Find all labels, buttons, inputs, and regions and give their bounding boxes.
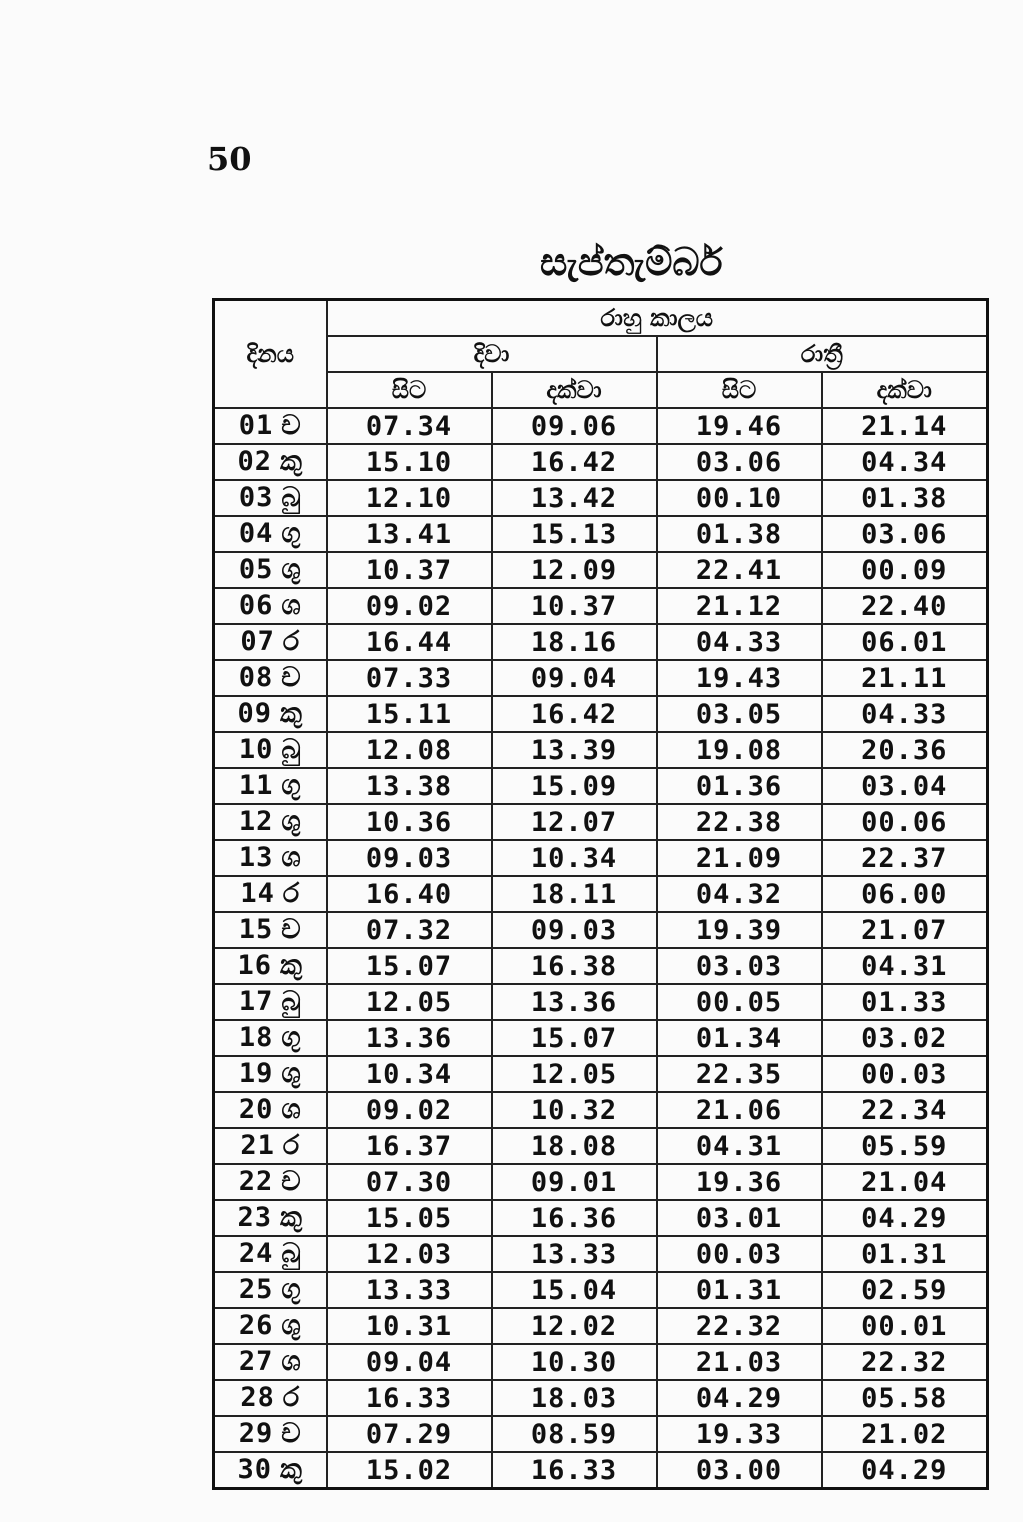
night-to-cell: 03.06 — [822, 516, 988, 552]
night-from-cell: 01.31 — [657, 1272, 822, 1308]
day-to-cell: 13.42 — [492, 480, 657, 516]
night-to-cell: 05.58 — [822, 1380, 988, 1416]
night-from-cell: 19.39 — [657, 912, 822, 948]
day-to-cell: 10.32 — [492, 1092, 657, 1128]
day-from-cell: 09.02 — [327, 1092, 492, 1128]
day-cell — [214, 1452, 327, 1489]
day-column-header: දිනය — [214, 300, 327, 409]
day-cell — [214, 912, 327, 948]
day-cell — [214, 660, 327, 696]
day-number: 21 — [240, 1130, 275, 1161]
night-to-cell: 06.00 — [822, 876, 988, 912]
day-from-cell: 12.03 — [327, 1236, 492, 1272]
day-from-cell: 07.34 — [327, 408, 492, 444]
day-to-cell: 12.07 — [492, 804, 657, 840]
weekday-abbrev: ශු — [281, 554, 302, 585]
day-to-cell: 16.42 — [492, 696, 657, 732]
day-number: 03 — [238, 482, 274, 513]
night-from-cell: 19.08 — [657, 732, 822, 768]
night-to-cell: 00.01 — [822, 1308, 988, 1344]
night-to-cell: 04.29 — [822, 1452, 988, 1489]
daytime-header: දිවා — [327, 336, 657, 372]
day-number: 25 — [238, 1274, 274, 1305]
day-from-cell: 13.41 — [327, 516, 492, 552]
weekday-abbrev: ගු — [281, 770, 302, 801]
night-from-cell: 03.03 — [657, 948, 822, 984]
day-from-cell: 07.30 — [327, 1164, 492, 1200]
day-to-cell: 12.02 — [492, 1308, 657, 1344]
day-number: 24 — [238, 1238, 274, 1269]
weekday-abbrev: ශ — [281, 590, 302, 621]
day-from-cell: 07.29 — [327, 1416, 492, 1452]
weekday-abbrev: ගු — [281, 518, 302, 549]
day-number: 04 — [238, 518, 274, 549]
day-to-cell: 08.59 — [492, 1416, 657, 1452]
weekday-abbrev: කු — [280, 446, 303, 477]
weekday-abbrev: ශ — [281, 842, 302, 873]
day-to-cell: 12.05 — [492, 1056, 657, 1092]
night-from-cell: 01.34 — [657, 1020, 822, 1056]
day-number: 05 — [238, 554, 274, 585]
night-from-cell: 04.31 — [657, 1128, 822, 1164]
night-to-cell: 21.04 — [822, 1164, 988, 1200]
day-cell — [214, 1344, 327, 1380]
weekday-abbrev: ර — [282, 878, 301, 909]
day-cell — [214, 408, 327, 444]
day-to-cell: 15.09 — [492, 768, 657, 804]
table-row — [214, 768, 988, 804]
night-to-cell: 04.33 — [822, 696, 988, 732]
night-to-cell: 06.01 — [822, 624, 988, 660]
day-cell — [214, 1200, 327, 1236]
day-from-cell: 13.36 — [327, 1020, 492, 1056]
table-row — [214, 480, 988, 516]
day-number: 10 — [238, 734, 274, 765]
day-number: 15 — [238, 914, 274, 945]
day-from-cell: 16.37 — [327, 1128, 492, 1164]
night-to-cell: 00.06 — [822, 804, 988, 840]
day-from-cell: 12.05 — [327, 984, 492, 1020]
day-to-cell: 16.38 — [492, 948, 657, 984]
day-number: 23 — [237, 1202, 273, 1233]
night-to-cell: 22.37 — [822, 840, 988, 876]
table-row — [214, 1056, 988, 1092]
night-from-cell: 21.09 — [657, 840, 822, 876]
rahu-kalaya-header: රාහු කාලය — [327, 300, 988, 337]
day-cell — [214, 1128, 327, 1164]
day-to-cell: 09.04 — [492, 660, 657, 696]
night-from-cell: 00.10 — [657, 480, 822, 516]
night-from-cell: 19.33 — [657, 1416, 822, 1452]
weekday-abbrev: ගු — [281, 1274, 302, 1305]
day-number: 18 — [238, 1022, 274, 1053]
day-cell — [214, 768, 327, 804]
day-number: 01 — [238, 410, 274, 441]
day-cell — [214, 552, 327, 588]
weekday-abbrev: කු — [280, 1202, 303, 1233]
weekday-abbrev: ශු — [281, 806, 302, 837]
night-to-cell: 20.36 — [822, 732, 988, 768]
day-from-cell: 10.34 — [327, 1056, 492, 1092]
night-from-cell: 21.12 — [657, 588, 822, 624]
night-from-cell: 04.32 — [657, 876, 822, 912]
day-from-cell: 10.36 — [327, 804, 492, 840]
day-from-cell: 12.08 — [327, 732, 492, 768]
table-row — [214, 408, 988, 444]
day-number: 06 — [238, 590, 274, 621]
day-from-cell: 09.02 — [327, 588, 492, 624]
night-to-cell: 02.59 — [822, 1272, 988, 1308]
nighttime-header: රාත්‍රී — [657, 336, 988, 372]
table-row — [214, 1344, 988, 1380]
month-title: සැප්තැම්බර් — [540, 240, 723, 284]
table-row — [214, 948, 988, 984]
weekday-abbrev: බු — [281, 482, 302, 513]
night-to-cell: 22.32 — [822, 1344, 988, 1380]
night-to-cell: 21.14 — [822, 408, 988, 444]
day-from-cell: 10.31 — [327, 1308, 492, 1344]
day-number: 22 — [238, 1166, 274, 1197]
day-number: 11 — [238, 770, 274, 801]
day-to-cell: 12.09 — [492, 552, 657, 588]
weekday-abbrev: ශ — [281, 1346, 302, 1377]
table-row — [214, 1308, 988, 1344]
night-to-cell: 21.02 — [822, 1416, 988, 1452]
table-row — [214, 876, 988, 912]
day-to-cell: 09.03 — [492, 912, 657, 948]
day-number: 17 — [238, 986, 274, 1017]
day-cell — [214, 1164, 327, 1200]
table-row — [214, 1236, 988, 1272]
day-cell — [214, 948, 327, 984]
day-to-cell: 13.39 — [492, 732, 657, 768]
table-row — [214, 1128, 988, 1164]
table-row — [214, 552, 988, 588]
rahu-kalaya-table — [212, 298, 989, 1490]
day-from-cell: 09.04 — [327, 1344, 492, 1380]
day-from-cell: 09.03 — [327, 840, 492, 876]
table-row — [214, 516, 988, 552]
day-from-cell: 15.07 — [327, 948, 492, 984]
night-from-cell: 22.38 — [657, 804, 822, 840]
day-to-cell: 09.01 — [492, 1164, 657, 1200]
weekday-abbrev: කු — [280, 1454, 303, 1485]
day-number: 29 — [238, 1418, 274, 1449]
day-cell — [214, 1236, 327, 1272]
night-to-cell: 22.40 — [822, 588, 988, 624]
day-number: 09 — [237, 698, 273, 729]
weekday-abbrev: ච — [281, 662, 302, 693]
weekday-abbrev: ශ — [281, 1094, 302, 1125]
weekday-abbrev: ච — [281, 410, 302, 441]
night-from-cell: 04.33 — [657, 624, 822, 660]
night-from-cell: 03.06 — [657, 444, 822, 480]
night-from-cell: 00.03 — [657, 1236, 822, 1272]
day-cell — [214, 696, 327, 732]
day-cell — [214, 480, 327, 516]
day-to-cell: 15.13 — [492, 516, 657, 552]
night-from-cell: 01.38 — [657, 516, 822, 552]
day-to-cell: 10.37 — [492, 588, 657, 624]
day-cell — [214, 516, 327, 552]
table-row — [214, 840, 988, 876]
day-number: 20 — [238, 1094, 274, 1125]
day-from-cell: 15.10 — [327, 444, 492, 480]
day-from-cell: 07.32 — [327, 912, 492, 948]
day-to-cell: 18.08 — [492, 1128, 657, 1164]
day-from-cell: 10.37 — [327, 552, 492, 588]
table-row — [214, 1416, 988, 1452]
day-number: 16 — [237, 950, 273, 981]
weekday-abbrev: ර — [282, 626, 301, 657]
table-row — [214, 696, 988, 732]
table-row — [214, 1272, 988, 1308]
day-number: 19 — [238, 1058, 274, 1089]
table-row — [214, 1380, 988, 1416]
weekday-abbrev: බු — [281, 986, 302, 1017]
night-from-cell: 03.01 — [657, 1200, 822, 1236]
table-row — [214, 1164, 988, 1200]
day-number: 12 — [238, 806, 274, 837]
night-to-cell: 21.11 — [822, 660, 988, 696]
table-row — [214, 444, 988, 480]
table-row — [214, 624, 988, 660]
weekday-abbrev: බු — [281, 734, 302, 765]
night-to-cell: 01.33 — [822, 984, 988, 1020]
night-from-cell: 19.43 — [657, 660, 822, 696]
day-cell — [214, 840, 327, 876]
night-to-cell: 04.31 — [822, 948, 988, 984]
weekday-abbrev: ශු — [281, 1058, 302, 1089]
night-to-cell: 04.34 — [822, 444, 988, 480]
weekday-abbrev: බු — [281, 1238, 302, 1269]
day-from-cell: 07.33 — [327, 660, 492, 696]
day-cell — [214, 1020, 327, 1056]
day-cell — [214, 1416, 327, 1452]
day-from-cell: 16.40 — [327, 876, 492, 912]
weekday-abbrev: ච — [281, 1166, 302, 1197]
table-row — [214, 1452, 988, 1489]
night-to-header: දක්වා — [822, 372, 988, 408]
day-to-cell: 18.03 — [492, 1380, 657, 1416]
day-cell — [214, 588, 327, 624]
table-row — [214, 1200, 988, 1236]
day-cell — [214, 624, 327, 660]
day-number: 14 — [240, 878, 275, 909]
day-to-cell: 09.06 — [492, 408, 657, 444]
night-from-cell: 19.46 — [657, 408, 822, 444]
table-body — [214, 408, 988, 1489]
weekday-abbrev: ර — [282, 1130, 301, 1161]
day-to-cell: 10.34 — [492, 840, 657, 876]
day-to-cell: 18.16 — [492, 624, 657, 660]
night-to-cell: 00.03 — [822, 1056, 988, 1092]
weekday-abbrev: ච — [281, 914, 302, 945]
day-number: 02 — [237, 446, 273, 477]
day-from-cell: 16.33 — [327, 1380, 492, 1416]
night-to-cell: 04.29 — [822, 1200, 988, 1236]
day-number: 13 — [238, 842, 274, 873]
night-to-cell: 01.31 — [822, 1236, 988, 1272]
day-number: 08 — [238, 662, 274, 693]
night-from-cell: 01.36 — [657, 768, 822, 804]
day-number: 28 — [240, 1382, 275, 1413]
day-to-cell: 16.42 — [492, 444, 657, 480]
day-to-cell: 13.36 — [492, 984, 657, 1020]
day-from-cell: 13.38 — [327, 768, 492, 804]
day-from-cell: 12.10 — [327, 480, 492, 516]
night-to-cell: 21.07 — [822, 912, 988, 948]
table-row — [214, 1092, 988, 1128]
day-to-cell: 15.07 — [492, 1020, 657, 1056]
day-number: 26 — [238, 1310, 274, 1341]
night-from-cell: 03.00 — [657, 1452, 822, 1489]
night-to-cell: 00.09 — [822, 552, 988, 588]
day-to-cell: 18.11 — [492, 876, 657, 912]
day-cell — [214, 1272, 327, 1308]
weekday-abbrev: ච — [281, 1418, 302, 1449]
day-from-cell: 15.02 — [327, 1452, 492, 1489]
weekday-abbrev: ගු — [281, 1022, 302, 1053]
night-from-cell: 22.32 — [657, 1308, 822, 1344]
night-to-cell: 05.59 — [822, 1128, 988, 1164]
weekday-abbrev: ශු — [281, 1310, 302, 1341]
table-row — [214, 804, 988, 840]
weekday-abbrev: ර — [282, 1382, 301, 1413]
day-cell — [214, 876, 327, 912]
day-to-cell: 10.30 — [492, 1344, 657, 1380]
night-from-cell: 00.05 — [657, 984, 822, 1020]
day-from-cell: 15.11 — [327, 696, 492, 732]
day-from-cell: 16.44 — [327, 624, 492, 660]
night-from-cell: 04.29 — [657, 1380, 822, 1416]
day-number: 27 — [238, 1346, 274, 1377]
table-row — [214, 984, 988, 1020]
night-to-cell: 01.38 — [822, 480, 988, 516]
day-to-cell: 16.33 — [492, 1452, 657, 1489]
day-cell — [214, 1092, 327, 1128]
day-number: 07 — [240, 626, 275, 657]
night-from-header: සිට — [657, 372, 822, 408]
night-from-cell: 19.36 — [657, 1164, 822, 1200]
day-to-cell: 16.36 — [492, 1200, 657, 1236]
day-cell — [214, 1308, 327, 1344]
day-cell — [214, 984, 327, 1020]
day-from-cell: 15.05 — [327, 1200, 492, 1236]
page-number: 50 — [207, 140, 252, 178]
night-to-cell: 03.02 — [822, 1020, 988, 1056]
weekday-abbrev: කු — [280, 950, 303, 981]
table-row — [214, 912, 988, 948]
day-to-cell: 13.33 — [492, 1236, 657, 1272]
day-number: 30 — [237, 1454, 273, 1485]
night-to-cell: 22.34 — [822, 1092, 988, 1128]
table-row — [214, 732, 988, 768]
day-to-cell: 15.04 — [492, 1272, 657, 1308]
day-from-header: සිට — [327, 372, 492, 408]
day-cell — [214, 1056, 327, 1092]
table-row — [214, 660, 988, 696]
day-cell — [214, 732, 327, 768]
day-cell — [214, 444, 327, 480]
day-cell — [214, 804, 327, 840]
night-from-cell: 22.35 — [657, 1056, 822, 1092]
weekday-abbrev: කු — [280, 698, 303, 729]
night-to-cell: 03.04 — [822, 768, 988, 804]
day-to-header: දක්වා — [492, 372, 657, 408]
night-from-cell: 21.03 — [657, 1344, 822, 1380]
night-from-cell: 03.05 — [657, 696, 822, 732]
night-from-cell: 21.06 — [657, 1092, 822, 1128]
table-row — [214, 1020, 988, 1056]
day-from-cell: 13.33 — [327, 1272, 492, 1308]
night-from-cell: 22.41 — [657, 552, 822, 588]
day-cell — [214, 1380, 327, 1416]
table-row — [214, 588, 988, 624]
